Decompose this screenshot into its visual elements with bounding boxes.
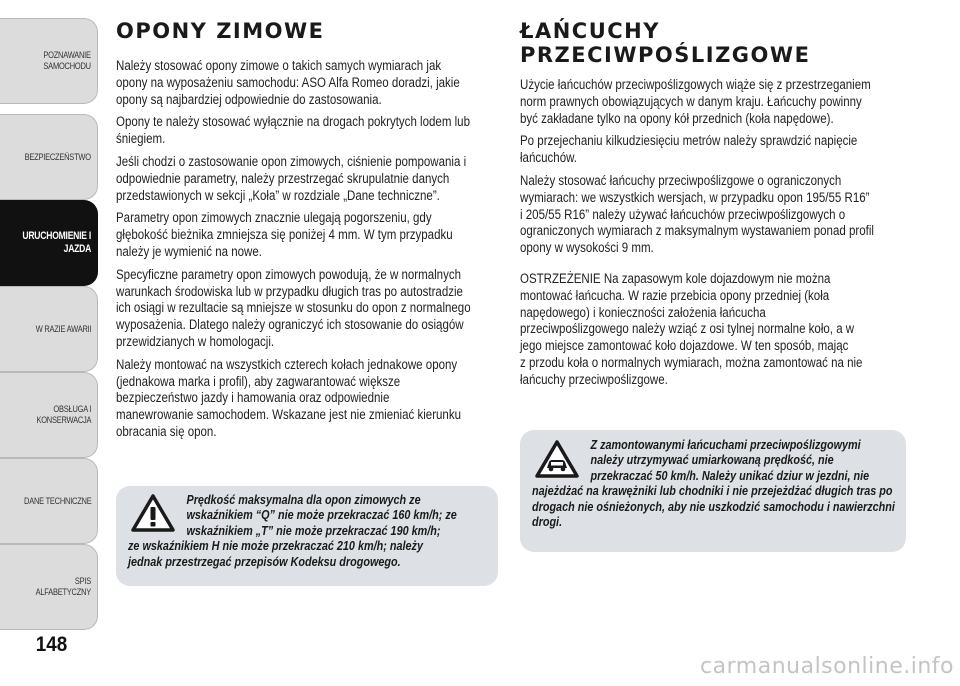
tab-uruchomienie-i-jazda[interactable] <box>0 200 98 286</box>
tab-label: SPIS ALFABETYCZNY <box>35 576 91 598</box>
paragraph: Użycie łańcuchów przeciwpoślizgowych wiąże się z przestrzeganiem norm prawnych obowiązujących w danym kraju. Łańcuchy powinny być zakładane tylko na opony kół przednich (koła napędowe). <box>520 77 871 126</box>
tab-dane-techniczne[interactable] <box>0 458 98 544</box>
paragraph: Opony te należy stosować wyłącznie na drogach pokrytych lodem lub śniegiem. <box>116 114 470 147</box>
paragraph: Należy stosować opony zimowe o takich samych wymiarach jak opony na wyposażeniu samochodu: ASO Alfa Romeo doradzi, jakie opony są najbardziej odpowiednie do zastosowania. <box>116 58 460 107</box>
section-heading: OPONY ZIMOWE <box>116 19 325 43</box>
tab-bezpieczenstwo[interactable] <box>0 114 98 200</box>
section-heading: ŁAŃCUCHY PRZECIWPOŚLIZGOWE <box>520 19 811 67</box>
paragraph: Należy montować na wszystkich czterech kołach jednakowe opony (jednakowa marka i profil), aby zagwarantować większe bezpieczeństwo jazdy i hamowania oraz odpowiednie manewrowanie samochodem. Wskazane jest nie zmieniać kierunku obracania się opon. <box>116 356 462 439</box>
watermark-text: carmanualsonline.info <box>700 654 954 679</box>
tab-label: URUCHOMIENIE I JAZDA <box>22 230 91 255</box>
tab-obsluga-i-konserwacja[interactable] <box>0 372 98 458</box>
tab-label: DANE TECHNICZNE <box>23 495 91 507</box>
tab-label: POZNAWANIE SAMOCHODU <box>43 50 91 72</box>
right-body <box>520 77 906 395</box>
tab-spis-alfabetyczny[interactable] <box>0 544 98 630</box>
paragraph: Specyficzne parametry opon zimowych powodują, że w normalnych warunkach środowiska lub w przypadku długich tras po autostradzie ich osiągi w rezultacie są mniejsze w stosunku do opon z normalnego wyposażenia. Dlatego należy ograniczyć ich stosowanie do osiągów przewidzianych w homologacji. <box>116 266 471 349</box>
tab-poznawanie-samochodu[interactable] <box>0 18 98 104</box>
warning-text: Z zamontowanymi łańcuchami przeciwpoślizgowymi należy utrzymywać umiarkowaną prędkość, nie przekraczać 50 km/h. Należy unikać dziur w jezdni, nie najeżdżać na krawężniki lub chodniki i nie przejeżdżać długich tras po drogach nie ośnieżonych, aby nie uszkodzić samochodu i nawierzchni drogi. <box>532 438 895 530</box>
tab-label: BEZPIECZEŃSTWO <box>24 151 91 163</box>
tab-label: W RAZIE AWARII <box>35 323 91 335</box>
warning-box-chains <box>520 430 906 552</box>
paragraph: Parametry opon zimowych znacznie ulegają pogorszeniu, gdy głębokość bieżnika zmniejsza się poniżej 4 mm. W tym przypadku należy je wymienić na nowe. <box>116 210 453 259</box>
tab-label: OBSŁUGA I KONSERWACJA <box>36 404 91 426</box>
paragraph: Po przejechaniu kilkudziesięciu metrów należy sprawdzić napięcie łańcuchów. <box>520 133 858 166</box>
warning-text: Prędkość maksymalna dla opon zimowych ze wskaźnikiem “Q” nie może przekraczać 160 km/h; ze wskaźnikiem „T” nie może przekraczać 190 km/h; ze wskaźnikiem H nie może przekraczać 210 km/h; należy jednak przestrzegać przepisów Kodeksu drogowego. <box>128 493 457 569</box>
paragraph: OSTRZEŻENIE Na zapasowym kole dojazdowym nie można montować łańcucha. W razie przebicia opony przedniej (koła napędowego) i konieczności założenia łańcucha przeciwpoślizgowego należy wziąć z osi tylnej normalne koło, a w jego miejsce zamontować koło dojazdowe. W ten sposób, mając z przodu koła o normalnych wymiarach, można zamontować na nie łańcuchy przeciwpoślizgowe. <box>520 270 863 387</box>
tab-w-razie-awarii[interactable] <box>0 286 98 372</box>
warning-box-speed <box>116 486 498 586</box>
paragraph: Jeśli chodzi o zastosowanie opon zimowych, ciśnienie pompowania i odpowiednie parametry, należy przestrzegać skrupulatnie danych przedstawionych w sekcji „Koła” w rozdziale „Dane techniczne”. <box>116 153 467 203</box>
paragraph: Należy stosować łańcuchy przeciwpoślizgowe o ograniczonych wymiarach: we wszystkich wersjach, w przypadku opon 195/55 R16” i 205/55 R16” należy używać łańcuchów przeciwpoślizgowych o ograniczonych wymiarach z maksymalnym wystawaniem ponad profil opony w wysokości 9 mm. <box>520 172 874 256</box>
page-number: 148 <box>35 633 68 656</box>
left-body <box>116 58 500 447</box>
